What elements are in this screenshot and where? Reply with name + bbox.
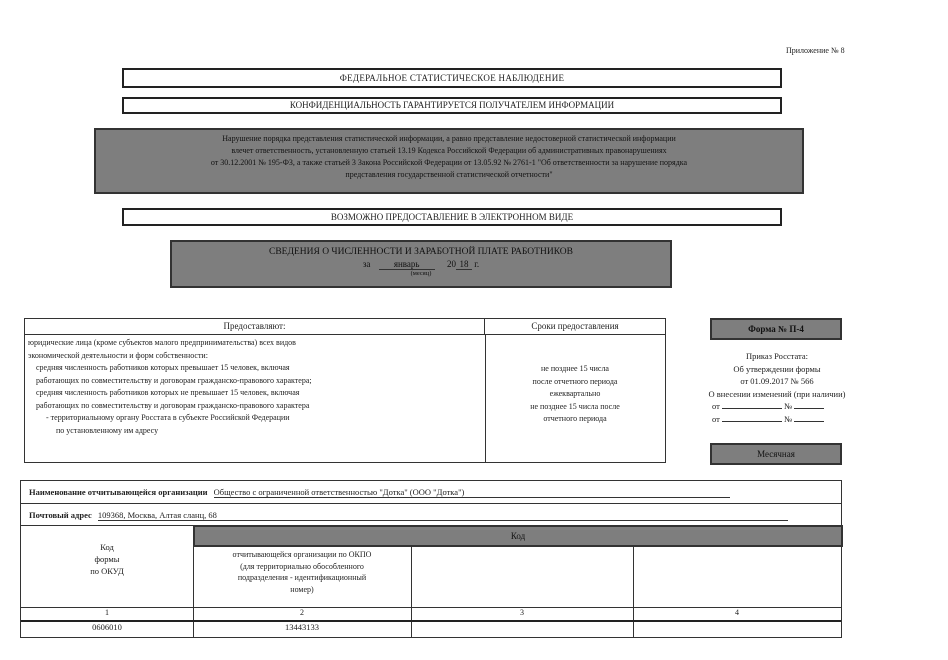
order-block (672, 350, 882, 425)
form-number-box: Форма № П-4 (710, 318, 842, 340)
amendment-date-field[interactable] (722, 408, 782, 409)
term-line: после отчетного периода (532, 376, 618, 386)
ot-label: от (712, 401, 720, 411)
period-year-prefix: 20 (446, 259, 456, 269)
okud-label-line: Код (100, 542, 114, 552)
periodicity-box: Месячная (710, 443, 842, 465)
okpo-label-line: номер) (290, 584, 314, 594)
provider-line: экономической деятельности и форм собственности: (28, 350, 208, 360)
electronic-submission-box: ВОЗМОЖНО ПРЕДОСТАВЛЕНИЕ В ЭЛЕКТРОННОМ ВИДЕ (122, 208, 782, 226)
okud-code-value: 0606010 (92, 622, 122, 632)
okpo-label-line: отчитывающейся организации по ОКПО (232, 550, 372, 559)
term-line: отчетного периода (543, 414, 607, 423)
period-month: январь (379, 259, 435, 270)
ot-label: от (712, 413, 720, 424)
confidential-box: КОНФИДЕНЦИАЛЬНОСТЬ ГАРАНТИРУЕТСЯ ПОЛУЧАТЕЛЕМ ИНФОРМАЦИИ (122, 97, 782, 114)
warning-line: представления государственной статистической отчетности" (345, 170, 553, 179)
col-number-1: 1 (105, 608, 109, 617)
column-divider (485, 335, 486, 462)
warning-line: от 30.12.2001 № 195-ФЗ, а также статьей 3 Закона Российской Федерации от 13.05.92 № 2761-1 "Об ответственности за нарушение порядка (210, 158, 688, 167)
okpo-code-value: 13443133 (285, 622, 319, 632)
address-label: Почтовый адрес (29, 510, 92, 520)
order-line: Приказ Росстата: (745, 351, 809, 361)
provider-line: - территориальному органу Росстата в субъекте Российской Федерации (46, 413, 290, 422)
okpo-label-line: (для территориально обособленного (240, 561, 364, 571)
col-number-3: 3 (520, 608, 524, 617)
report-title-box (170, 240, 672, 288)
warning-line: влечет ответственность, установленную статьей 13.19 Кодекса Российской Федерации об административных правонарушениях (231, 146, 667, 155)
period-year-end: г. (474, 259, 480, 269)
providers-header: Предоставляют: (25, 319, 485, 335)
provider-line: юридические лица (кроме субъектов малого предпринимательства) всех видов (28, 338, 296, 347)
term-line: не позднее 15 числа после (530, 401, 620, 411)
amendment-number-field[interactable] (794, 421, 824, 422)
period-sublabel: (месяц) (410, 270, 432, 277)
amendment-row (672, 413, 882, 426)
organization-block (20, 480, 842, 638)
okpo-label-line: подразделения - идентификационный (237, 573, 367, 582)
divider (21, 503, 841, 504)
terms-header: Сроки предоставления (485, 319, 665, 335)
amendment-row (672, 400, 882, 413)
col-number-4: 4 (735, 608, 739, 617)
providers-table (24, 318, 666, 463)
warning-line: Нарушение порядка представления статистической информации, а равно представление недостоверной статистической информации (222, 134, 676, 143)
provider-line: работающих по совместительству и договорам гражданско-правового характера; (36, 375, 312, 385)
report-title: СВЕДЕНИЯ О ЧИСЛЕННОСТИ И ЗАРАБОТНОЙ ПЛАТЕ РАБОТНИКОВ (269, 247, 573, 257)
period-prefix: за (362, 259, 371, 269)
num-label: № (784, 413, 793, 424)
okud-label (21, 541, 193, 577)
okud-label-line: формы (94, 554, 120, 564)
column-divider (411, 547, 412, 637)
address-row (29, 510, 835, 521)
col-number-2: 2 (300, 608, 304, 617)
column-divider (633, 547, 634, 637)
provider-line: средняя численность работников которых превышает 15 человек, включая (36, 363, 290, 372)
provider-line: средняя численность работников которых не превышает 15 человек, включая (36, 388, 300, 397)
term-line: ежеквартально (549, 389, 601, 398)
org-name-row (29, 487, 835, 498)
amendment-date-field[interactable] (722, 421, 782, 422)
provider-line: работающих по совместительству и договорам гражданско-правового характера (36, 400, 310, 410)
appendix-label: Приложение № 8 (786, 46, 845, 55)
liability-warning-box (94, 128, 804, 194)
address-value: 109368, Москва, Алтая сланц, 68 (98, 510, 788, 521)
org-name-label: Наименование отчитывающейся организации (29, 487, 208, 497)
provider-line: по установленному им адресу (56, 425, 159, 435)
period-year: 18 (456, 259, 472, 270)
order-line: О внесении изменений (при наличии) (708, 388, 846, 399)
federal-observation-box: ФЕДЕРАЛЬНОЕ СТАТИСТИЧЕСКОЕ НАБЛЮДЕНИЕ (122, 68, 782, 88)
okud-label-line: по ОКУД (90, 566, 124, 576)
org-name-value: Общество с ограниченной ответственностью "Дотка" (ООО "Дотка") (214, 487, 730, 498)
amendment-number-field[interactable] (794, 408, 824, 409)
okpo-label (195, 549, 409, 595)
code-header: Код (193, 525, 843, 547)
order-line: от 01.09.2017 № 566 (740, 376, 814, 386)
providers-list (28, 337, 483, 437)
num-label: № (784, 401, 793, 411)
term-line: не позднее 15 числа (541, 364, 609, 373)
terms-list (487, 363, 663, 426)
report-period (172, 259, 670, 270)
order-line: Об утверждении формы (733, 363, 821, 374)
